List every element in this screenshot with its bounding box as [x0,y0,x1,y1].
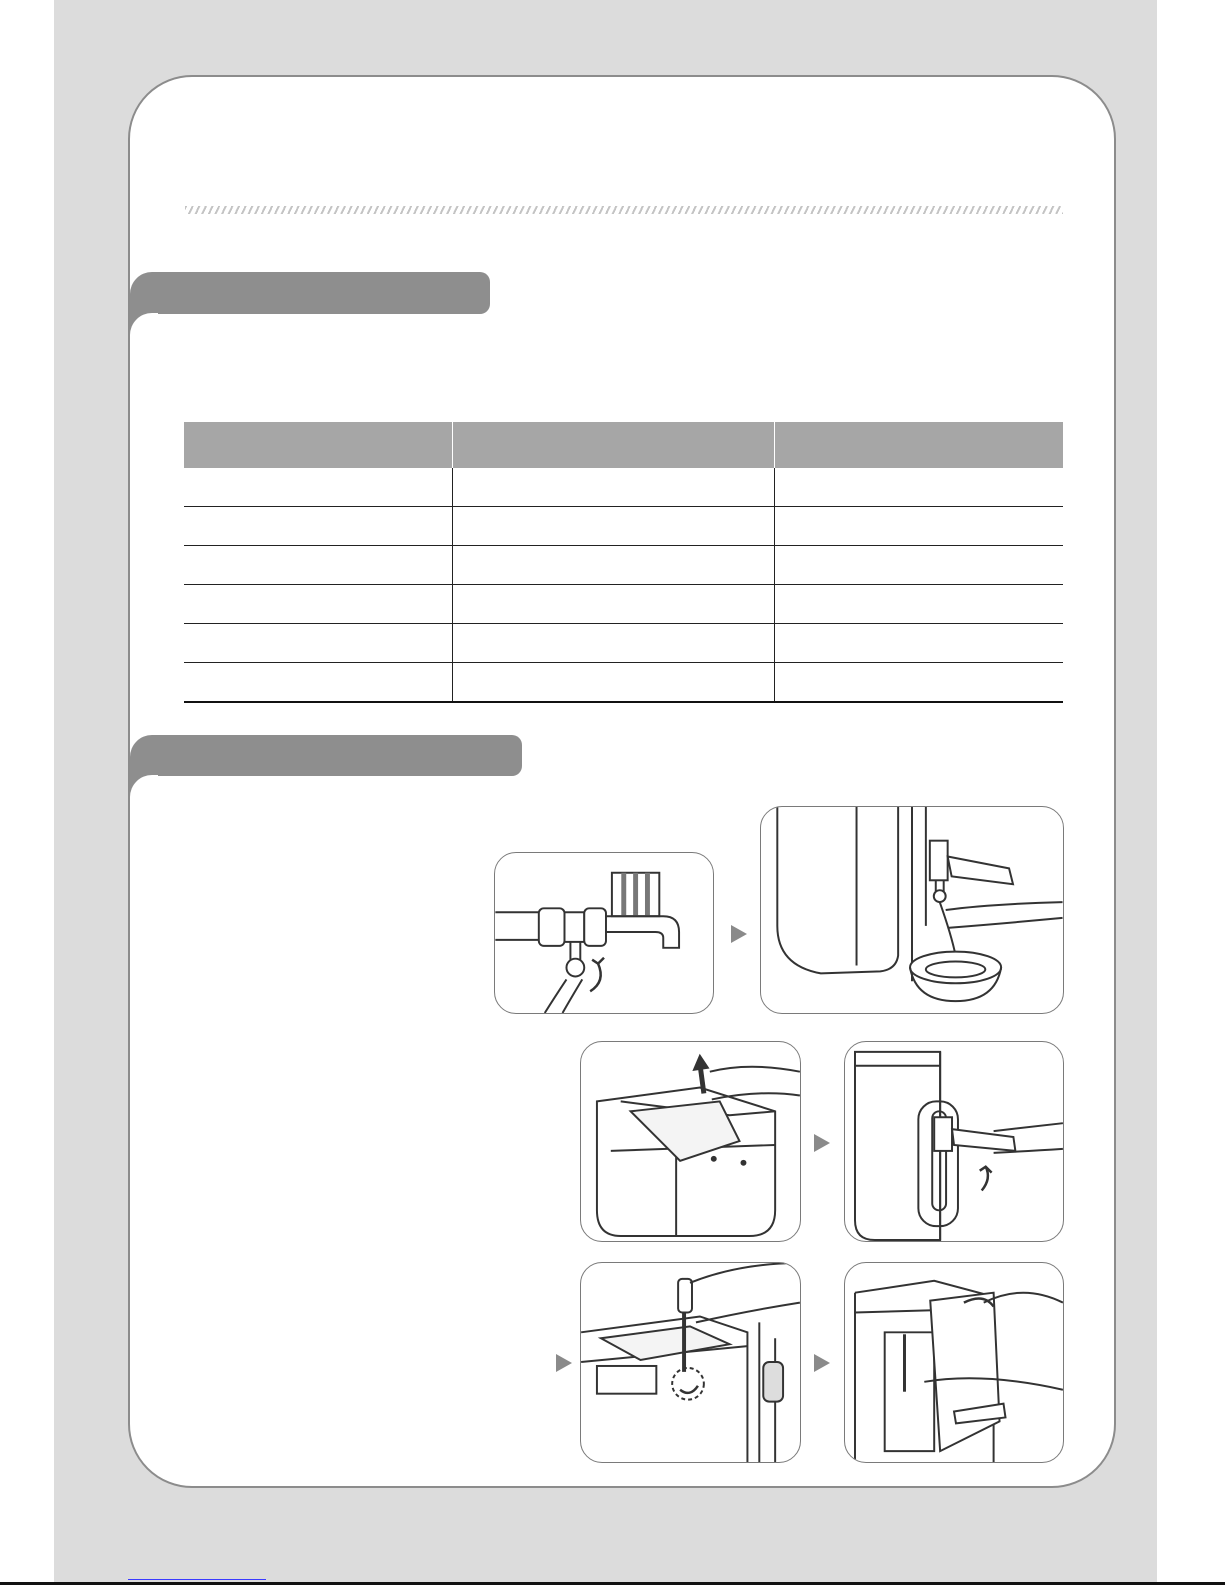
table-row [184,507,1063,546]
table-cell [184,663,453,703]
table-cell [184,624,453,663]
screwdriver-icon [581,1263,800,1462]
table-cell [453,546,775,585]
unit-drain-hose-bowl-illustration [760,806,1064,1014]
table-cell [775,507,1064,546]
table-cell [453,585,775,624]
table-cell [184,468,453,507]
table-cell [775,624,1064,663]
table-row [184,663,1063,703]
table-row [184,585,1063,624]
table-row [184,468,1063,507]
table-cell [775,546,1064,585]
section-tab-instructions [130,735,522,776]
table-header-cell [184,422,453,468]
step-arrow-icon [731,925,747,943]
table-row [184,546,1063,585]
table-cell [453,468,775,507]
header-hatched-divider [185,206,1063,214]
faucet-valve-hose-illustration [494,852,714,1014]
screwdriver-screw-illustration [580,1262,801,1463]
step-arrow-icon [814,1134,830,1152]
table-cell [453,624,775,663]
table-cell [184,585,453,624]
section-tab-specifications [130,272,490,314]
table-cell [775,663,1064,703]
drain-tray-icon [845,1042,1063,1241]
step-arrow-icon [814,1354,830,1372]
table-cell [184,546,453,585]
side-panel-icon [845,1263,1063,1462]
step-arrow-icon [556,1354,572,1372]
table-header-cell [775,422,1064,468]
table-cell [775,468,1064,507]
pull-drain-tray-illustration [844,1041,1064,1242]
table-header-row [184,422,1063,468]
table-cell [453,663,775,703]
table-cell [775,585,1064,624]
remove-side-panel-illustration [844,1262,1064,1463]
faucet-valve-icon [495,853,713,1013]
drain-bowl-icon [761,807,1063,1013]
footer-link-underline [128,1578,266,1580]
table-cell [453,507,775,546]
table-row [184,624,1063,663]
section-tab-corner [130,313,158,341]
lift-top-cover-illustration [580,1041,801,1242]
lift-cover-icon [581,1042,800,1241]
table-header-cell [453,422,775,468]
section-tab-corner [130,775,158,803]
spec-table [184,422,1063,703]
table-cell [184,507,453,546]
